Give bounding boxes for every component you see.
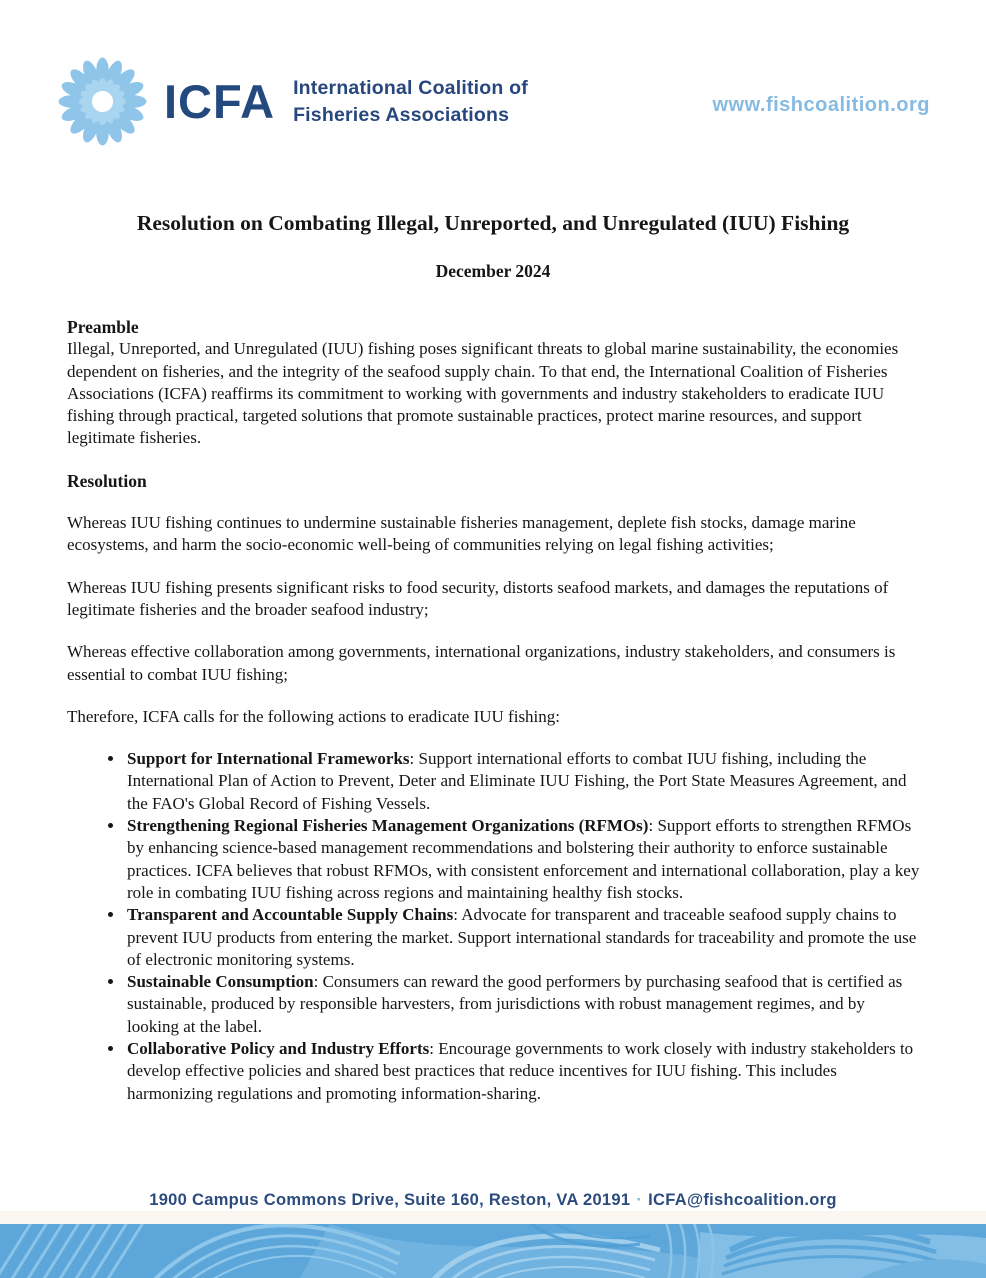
document-body xyxy=(67,316,920,1105)
action-title: Sustainable Consumption xyxy=(127,972,314,992)
letterhead xyxy=(0,0,986,149)
action-text: : Support international efforts to combat IUU fishing, including the International Plan of Action to Prevent, Deter and Eliminate IUU Fishing, the Port State Measures Agreement, and the FAO's Global Record of Fishing Vessels. xyxy=(127,749,907,813)
brand-block xyxy=(55,54,528,149)
document-date: December 2024 xyxy=(435,261,551,281)
wave-pattern-band xyxy=(0,1224,986,1278)
action-text: : Advocate for transparent and traceable seafood supply chains to prevent IUU products from entering the market. Support international standards for traceability and promote the use of electronic monitoring systems. xyxy=(127,905,917,969)
brand-full-name xyxy=(293,75,528,129)
list-item xyxy=(125,904,920,971)
action-text: : Encourage governments to work closely with industry stakeholders to develop effective policies and shared best practices that reduce incentives for IUU fishing. This includes harmonizing regulations and promoting information-sharing. xyxy=(127,1039,914,1103)
rosette-flower-icon xyxy=(55,54,150,149)
action-text: : Support efforts to strengthen RFMOs by enhancing science-based management recommendations and bolstering their authority to enforce sustainable practices. ICFA believes that robust RFMOs, with consistent enforcement and international collaboration, play a key role in combating IUU fishing across regions and maintaining healthy fish stocks. xyxy=(127,816,920,902)
action-title: Support for International Frameworks xyxy=(127,749,410,769)
brand-abbreviation: ICFA xyxy=(164,75,276,128)
brand-name-line2: Fisheries Associations xyxy=(293,103,510,126)
action-title: Strengthening Regional Fisheries Management Organizations (RFMOs) xyxy=(127,816,649,836)
resolution-heading: Resolution xyxy=(67,470,147,491)
whereas-paragraph: Whereas effective collaboration among governments, international organizations, industry stakeholders, and consumers is essential to combat IUU fishing; xyxy=(67,642,896,684)
whereas-paragraph: Whereas IUU fishing continues to undermine sustainable fisheries management, deplete fish stocks, damage marine ecosystems, and harm the socio-economic well-being of communities relying on legal fishing activities; xyxy=(67,513,856,555)
ocean-waves-icon xyxy=(0,1224,986,1278)
page-title: Resolution on Combating Illegal, Unreported, and Unregulated (IUU) Fishing xyxy=(136,211,850,235)
list-item xyxy=(125,1038,920,1105)
footer-address: 1900 Campus Commons Drive, Suite 160, Reston, VA 20191 xyxy=(149,1191,631,1209)
preamble-heading: Preamble xyxy=(67,317,139,337)
actions-list xyxy=(67,748,920,1105)
footer-contact-line xyxy=(0,1191,986,1210)
list-item xyxy=(125,748,920,815)
dot-separator-icon: · xyxy=(636,1191,643,1209)
cream-accent-strip xyxy=(0,1211,986,1224)
website-link[interactable]: www.fishcoalition.org xyxy=(712,94,930,116)
action-text: : Consumers can reward the good performers by purchasing seafood that is certified as sustainable, produced by responsible harvesters, from jurisdictions with robust management regimes, and by looking at the label. xyxy=(127,972,903,1036)
brand-name-line1: International Coalition of xyxy=(293,76,528,99)
action-title: Collaborative Policy and Industry Efforts xyxy=(127,1039,430,1059)
list-item xyxy=(125,815,920,904)
therefore-paragraph: Therefore, ICFA calls for the following actions to eradicate IUU fishing: xyxy=(67,706,561,726)
list-item xyxy=(125,971,920,1038)
preamble-paragraph: Illegal, Unreported, and Unregulated (IUU) fishing poses significant threats to global marine sustainability, the economies dependent on fisheries, and the integrity of the seafood supply chain. To that end, the International Coalition of Fisheries Associations (ICFA) reaffirms its commitment to working with governments and industry stakeholders to eradicate IUU fishing through practical, targeted solutions that promote sustainable practices, protect marine resources, and support legitimate fisheries. xyxy=(67,339,899,448)
footer-email-link[interactable]: ICFA@fishcoalition.org xyxy=(648,1191,837,1209)
action-title: Transparent and Accountable Supply Chains xyxy=(127,905,454,925)
whereas-paragraph: Whereas IUU fishing presents significant risks to food security, distorts seafood markets, and damages the reputations of legitimate fisheries and the broader seafood industry; xyxy=(67,577,889,619)
